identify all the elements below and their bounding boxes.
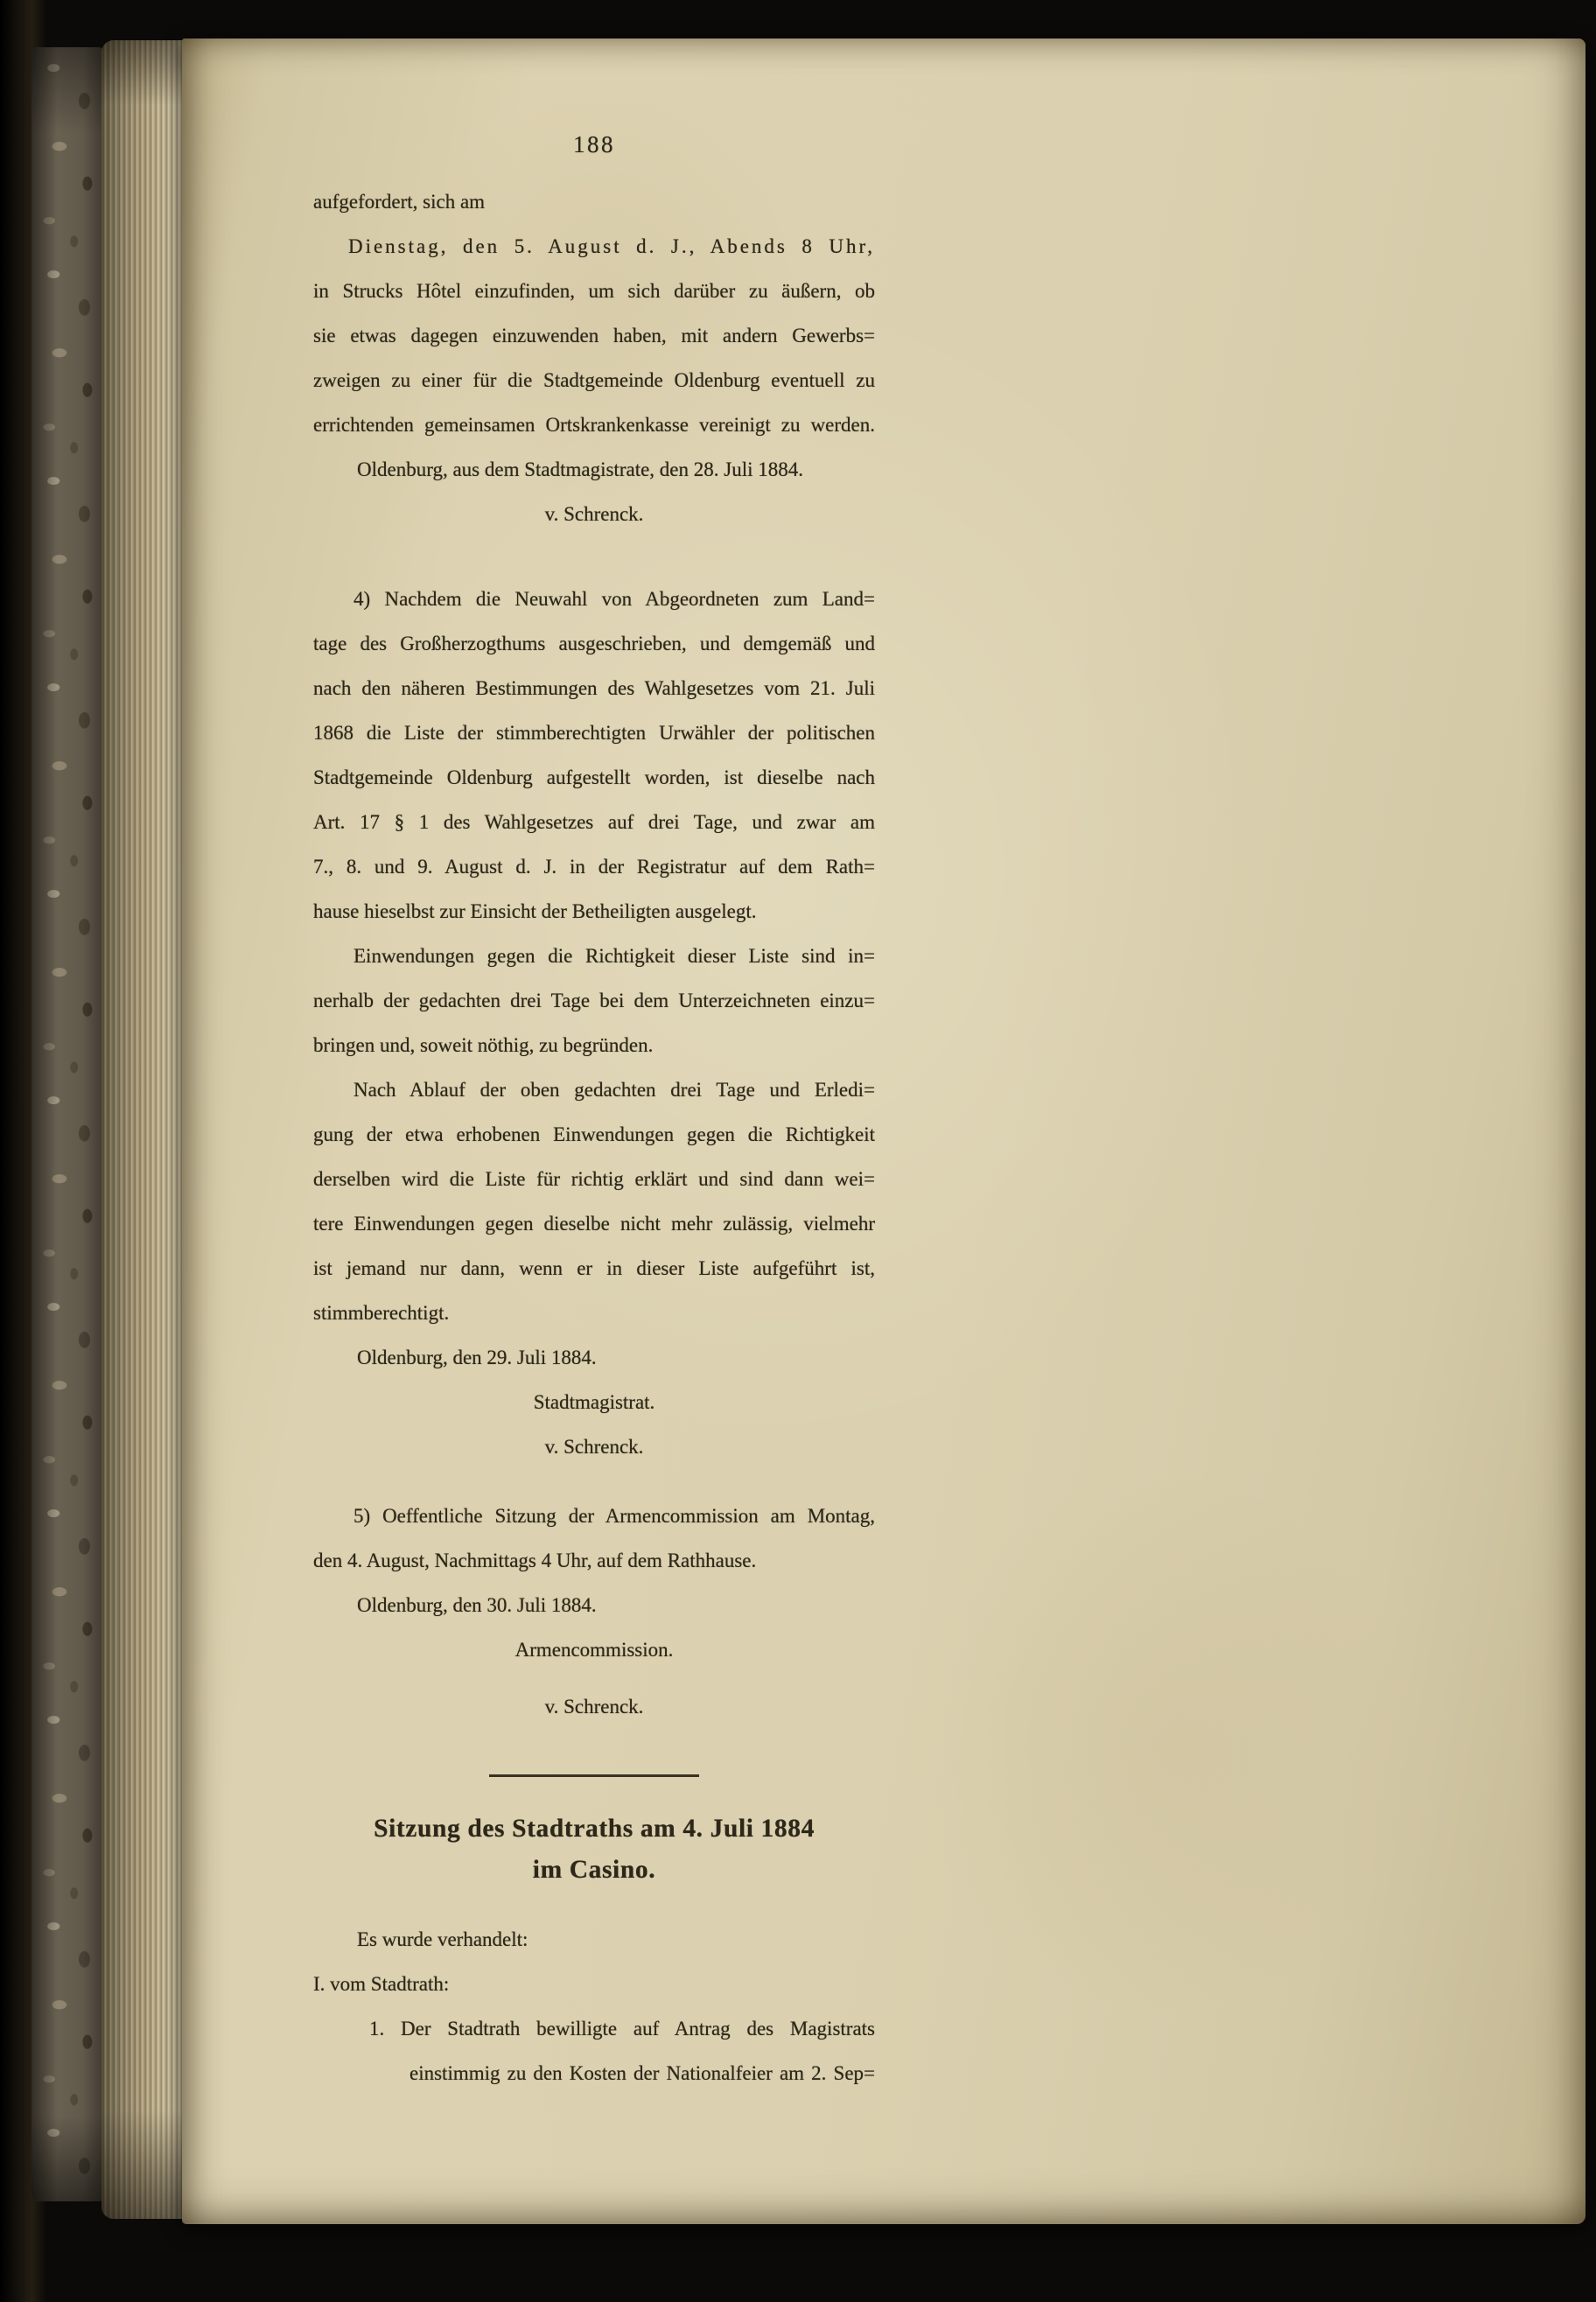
text-line: tere Einwendungen gegen dieselbe nicht mehr zulässig, vielmehr xyxy=(313,1213,875,1235)
text-line: 1868 die Liste der stimmberechtigten Urwähler der politischen xyxy=(313,722,875,744)
book-page xyxy=(182,38,1586,2224)
text-line: bringen und, soweit nöthig, zu begründen. xyxy=(313,1034,654,1056)
dateline xyxy=(313,1335,875,1380)
text-line: nach den näheren Bestimmungen des Wahlgesetzes vom 21. Juli xyxy=(313,677,875,699)
text-line: Stadtmagistrat. xyxy=(533,1391,655,1413)
text-line: in Strucks Hôtel einzufinden, um sich darüber zu äußern, ob xyxy=(313,280,875,302)
text-line: Nach Ablauf der oben gedachten drei Tage und Erledi= xyxy=(354,1079,875,1101)
text-line: 1. Der Stadtrath bewilligte auf Antrag des Magistrats xyxy=(369,2018,875,2040)
roman-item xyxy=(313,1962,875,2006)
text-line: tage des Großherzogthums ausgeschrieben, und demgemäß und xyxy=(313,633,875,654)
text-line: Einwendungen gegen die Richtigkeit dieser Liste sind in= xyxy=(354,945,875,967)
numbered-item xyxy=(313,2006,875,2096)
text-line: Sitzung des Stadtraths am 4. Juli 1884 xyxy=(374,1815,815,1843)
paragraph xyxy=(313,934,875,1067)
text-line: Stadtgemeinde Oldenburg aufgestellt worden, ist dieselbe nach xyxy=(313,766,875,788)
dateline xyxy=(313,447,875,492)
text-line: Oldenburg, den 29. Juli 1884. xyxy=(357,1347,597,1368)
text-line: v. Schrenck. xyxy=(544,1696,644,1718)
text-line: Oldenburg, aus dem Stadtmagistrate, den 28. Juli 1884. xyxy=(357,458,803,480)
text-line: sie etwas dagegen einzuwenden haben, mit andern Gewerbs= xyxy=(313,325,875,346)
page-stack-edges xyxy=(102,40,184,2219)
text-line: 7., 8. und 9. August d. J. in der Registratur auf dem Rath= xyxy=(313,856,875,878)
text-line: v. Schrenck. xyxy=(544,1436,644,1458)
signature xyxy=(313,1424,875,1469)
paragraph xyxy=(313,269,875,447)
paragraph xyxy=(313,1067,875,1335)
paragraph xyxy=(313,577,875,934)
section-heading xyxy=(313,1809,875,1891)
signature xyxy=(313,1684,875,1729)
text-line: zweigen zu einer für die Stadtgemeinde Oldenburg eventuell zu xyxy=(313,369,875,391)
text-line: Armencommission. xyxy=(514,1639,674,1661)
marbled-page-edge xyxy=(32,47,105,2201)
page-number: 188 xyxy=(573,131,615,157)
text-line: gung der etwa erhobenen Einwendungen gegen die Richtigkeit xyxy=(313,1123,875,1145)
text-line: 5) Oeffentliche Sitzung der Armencommission am Montag, xyxy=(354,1505,875,1527)
text-line: nerhalb der gedachten drei Tage bei dem Unterzeichneten einzu= xyxy=(313,990,875,1011)
text-line: derselben wird die Liste für richtig erklärt und sind dann wei= xyxy=(313,1168,875,1190)
text-line: im Casino. xyxy=(532,1856,656,1884)
emphasized-date-line xyxy=(313,224,875,269)
text-line: v. Schrenck. xyxy=(544,503,644,525)
text-line: Dienstag, den 5. August d. J., Abends 8 Uhr, xyxy=(348,235,875,257)
signature-organisation xyxy=(313,1380,875,1424)
text-line: Es wurde verhandelt: xyxy=(357,1928,528,1950)
text-line: 4) Nachdem die Neuwahl von Abgeordneten zum Land= xyxy=(354,588,875,610)
text-line: ist jemand nur dann, wenn er in dieser Liste aufgeführt ist, xyxy=(313,1257,875,1279)
section-divider-rule xyxy=(489,1774,699,1777)
dateline xyxy=(313,1583,875,1627)
text-line: I. vom Stadtrath: xyxy=(313,1973,450,1995)
text-line: Oldenburg, den 30. Juli 1884. xyxy=(357,1594,597,1616)
section-divider xyxy=(313,1774,875,1777)
signature-organisation xyxy=(313,1627,875,1672)
text-line: einstimmig zu den Kosten der Nationalfeier am 2. Sep= xyxy=(410,2062,875,2084)
text-line: Art. 17 § 1 des Wahlgesetzes auf drei Tage, und zwar am xyxy=(313,811,875,833)
text-line: aufgefordert, sich am xyxy=(313,191,486,213)
text-line: stimmberechtigt. xyxy=(313,1302,450,1324)
text-line: errichtenden gemeinsamen Ortskrankenkasse vereinigt zu werden. xyxy=(313,414,875,436)
text-line: hause hieselbst zur Einsicht der Betheiligten ausgelegt. xyxy=(313,900,757,922)
intro-line xyxy=(313,1917,875,1962)
signature xyxy=(313,492,875,536)
text-line: den 4. August, Nachmittags 4 Uhr, auf dem Rathhause. xyxy=(313,1550,757,1571)
continuation-line xyxy=(313,179,875,224)
paragraph xyxy=(313,1494,875,1583)
text-column xyxy=(313,122,875,2096)
